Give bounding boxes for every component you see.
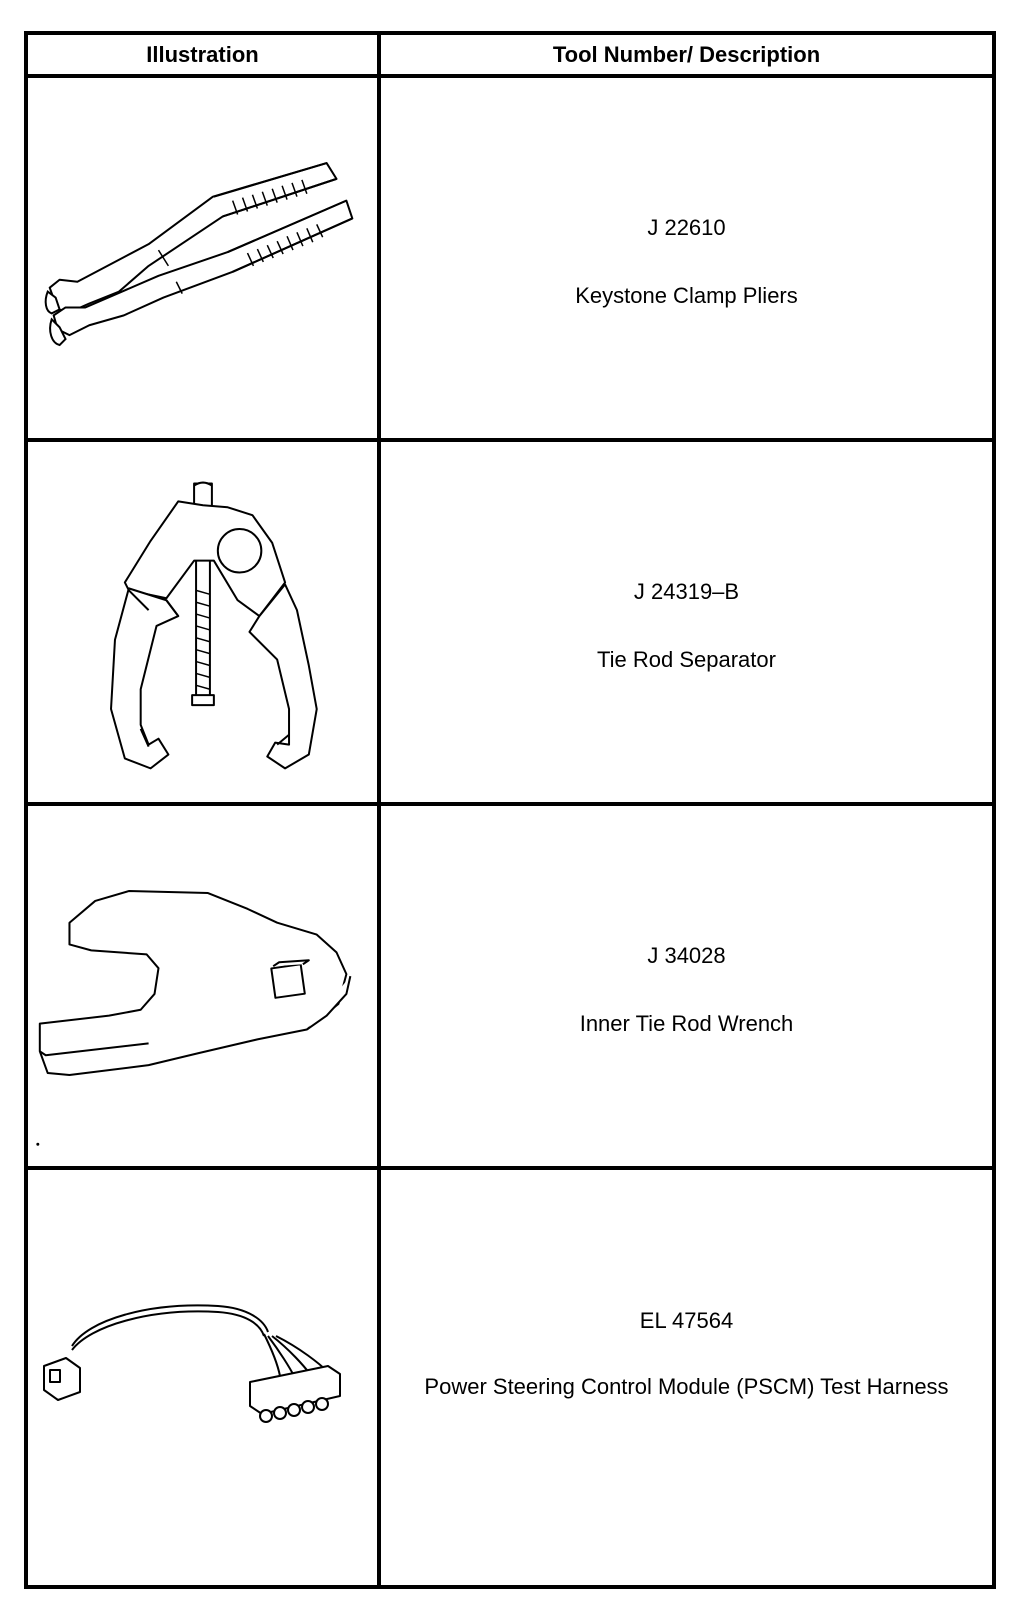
tool-description: Power Steering Control Module (PSCM) Test Harness (424, 1374, 949, 1399)
tool-number: J 24319–B (633, 579, 740, 604)
table-header (28, 35, 992, 78)
header-tool-description: Tool Number/ Description (552, 42, 821, 67)
tool-description: Inner Tie Rod Wrench (579, 1011, 794, 1036)
header-illustration: Illustration (146, 42, 259, 67)
tool-number: J 34028 (647, 943, 726, 968)
illustration-cell (28, 806, 377, 1166)
tool-description: Keystone Clamp Pliers (575, 283, 798, 308)
table-row (28, 78, 992, 442)
description-cell (381, 442, 992, 802)
description-cell (381, 1170, 992, 1585)
illustration-cell (28, 442, 377, 802)
description-cell (381, 78, 992, 438)
table-row (28, 442, 992, 806)
tool-table (24, 31, 996, 1589)
illustration-cell (28, 1170, 377, 1585)
pscm-test-harness-icon (28, 1170, 377, 1585)
table-row (28, 806, 992, 1170)
tool-number: EL 47564 (639, 1308, 734, 1333)
tool-description: Tie Rod Separator (597, 647, 776, 672)
tool-number: J 22610 (647, 215, 726, 240)
description-cell (381, 806, 992, 1166)
inner-tie-rod-wrench-icon (28, 806, 377, 1166)
tie-rod-separator-icon (28, 442, 377, 802)
illustration-cell (28, 78, 377, 438)
keystone-clamp-pliers-icon (28, 78, 377, 438)
table-row (28, 1170, 992, 1585)
